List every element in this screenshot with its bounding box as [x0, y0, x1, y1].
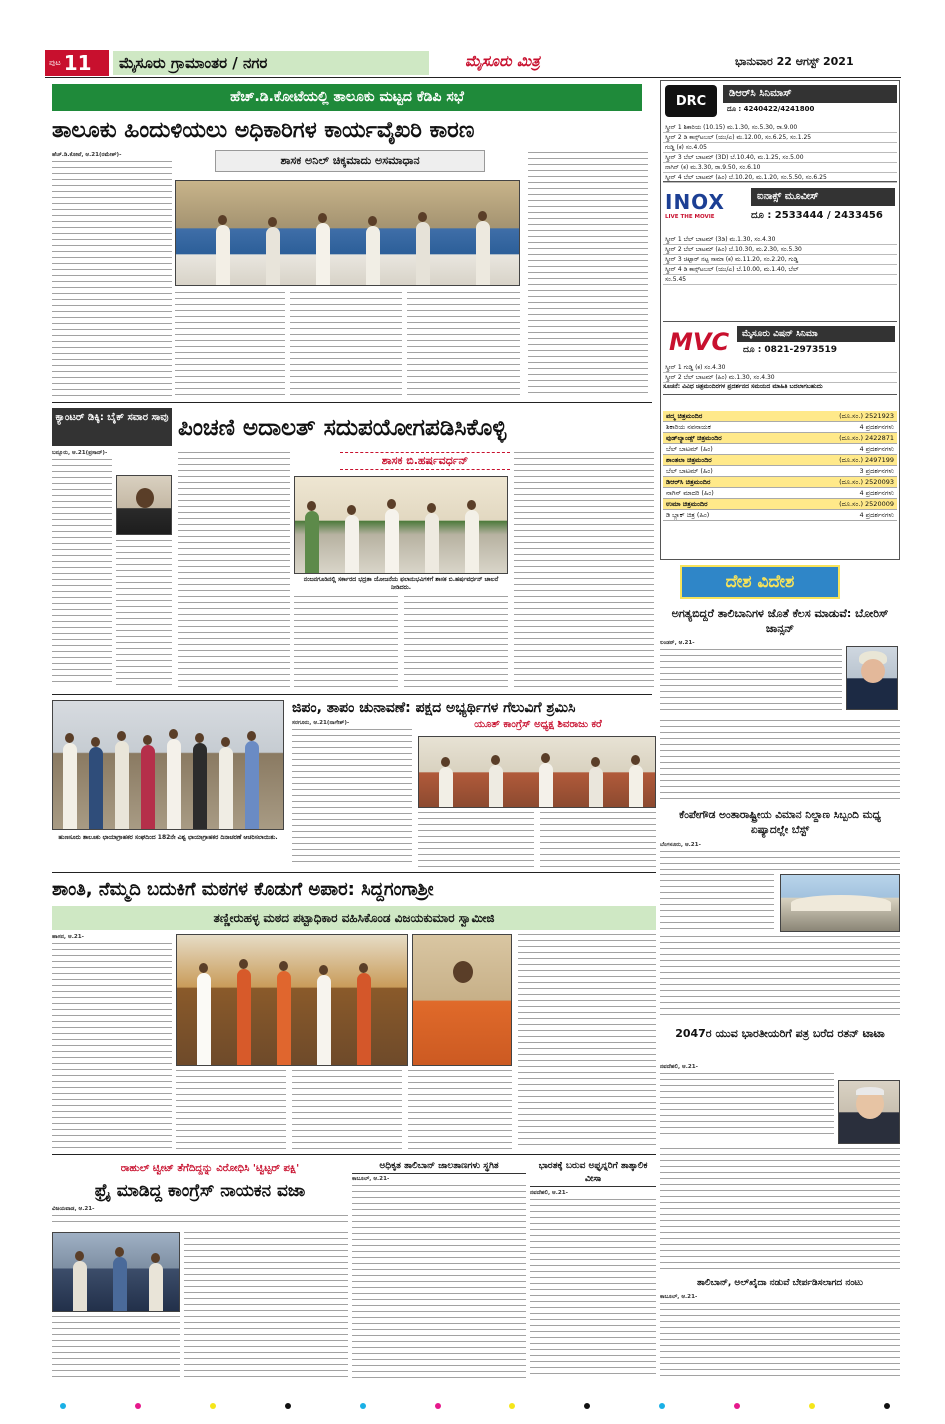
- registration-dot: [734, 1403, 740, 1409]
- theater-name: ಪದ್ಮ ಚಿತ್ರಮಂದಿರ: [666, 412, 703, 420]
- registration-dot: [60, 1403, 66, 1409]
- theater-phone: (ದೂ.ಸಂ.) 2520093: [839, 478, 894, 486]
- page-number-box: [45, 50, 109, 76]
- story-zp-col3: [540, 812, 656, 868]
- registration-dot: [809, 1403, 815, 1409]
- story-twitter-kicker: ರಾಹುಲ್ ಟ್ವೀಟ್ ತೆಗೆದಿದ್ದನ್ನು ವಿರೋಧಿಸಿ 'ಟ್ವಿಟ್ಟರ್ ಪಕ್ಷಿ': [120, 1163, 300, 1174]
- body-lines: [660, 1073, 834, 1137]
- theater-list: [663, 411, 897, 521]
- theater-name: ಡಿ ಬ್ಲಾಕ್ ಚಿತ್ರ (ಹಿಂ): [666, 511, 710, 519]
- issue-date: ಭಾನುವಾರ 22 ಆಗಸ್ಟ್ 2021: [735, 55, 854, 68]
- theater-phone: (ದೂ.ಸಂ.) 2422871: [839, 434, 894, 442]
- theater-phone: 4 ಪ್ರದರ್ಶನಗಳು: [859, 511, 894, 519]
- inox-header: [663, 181, 897, 233]
- theater-phone: 4 ಪ್ರದರ್ಶನಗಳು: [859, 423, 894, 431]
- desha-col2c: [660, 936, 900, 1020]
- desha-col3b: [660, 1148, 900, 1272]
- mvc-header: [663, 321, 897, 361]
- theater-phone: 3 ಪ್ರದರ್ಶನಗಳು: [859, 467, 894, 475]
- registration-marks: [60, 1400, 890, 1412]
- body-lines: [660, 1303, 900, 1377]
- pension-photo-caption: ನಂಜನಗೂಡಿನಲ್ಲಿ ಸರ್ಕಾರದ ಭದ್ರತಾ ಯೋಜನೆಯ ಫಲಾನುಭವಿಗಳಿಗೆ ಶಾಸಕ ಬಿ.ಹರ್ಷವರ್ಧನ್ ಚಾಲನೆ ನೀಡಿದರು.: [303, 576, 499, 591]
- story-zp-dateline: ಸರಗೂರು, ಆ.21(ನಾಗೇಶ್)-: [292, 720, 350, 726]
- theater-row: [663, 411, 897, 422]
- story-visa-kicker: ಭಾರತಕ್ಕೆ ಬರುವ ಅಫ್ಘನ್ನರಿಗೆ ತಾತ್ಕಾಲಿಕ ವೀಸಾ: [530, 1160, 656, 1187]
- theater-phone: (ದೂ.ಸಂ.) 2521923: [839, 412, 894, 420]
- registration-dot: [584, 1403, 590, 1409]
- desha-h4: ತಾಲಿಬಾನ್, ಅಲ್‌ಖೈದಾ ನಡುವೆ ಬೇರ್ಪಡಿಸಲಾಗದ ನಂಟು: [696, 1278, 864, 1288]
- page-header: [45, 50, 901, 78]
- schedule-row: ಗುಡ್ಡಿ (ಕ) ಸಂ.4.05: [663, 143, 897, 153]
- story-math-col3: [292, 1070, 402, 1150]
- theater-row: [663, 433, 897, 444]
- schedule-row: ಸ್ಕ್ರೀನ್ 2 ಬೆಲ್ ಬಾಟಮ್ (ಹಿಂ) ಬೆ.10.30, ಮ.2.30, ಸಂ.5.30: [663, 245, 897, 255]
- drc-logo: [665, 85, 717, 117]
- registration-dot: [884, 1403, 890, 1409]
- story-twitter-col3: [52, 1316, 180, 1380]
- accident-victim-photo: [116, 475, 172, 535]
- divider: [52, 694, 652, 695]
- theater-row: [663, 422, 897, 433]
- story-zp-deck: ಯೂತ್ ಕಾಂಗ್ರೆಸ್ ಅಧ್ಯಕ್ಷ ಶಿವರಾಜು ಕರೆ: [474, 719, 602, 730]
- accident-kicker: [52, 408, 172, 446]
- theater-name: ಬೆಲ್ ಬಾಟಮ್ (ಹಿಂ): [666, 467, 713, 475]
- registration-dot: [360, 1403, 366, 1409]
- story-taliban-web-kicker: ಅಧಿಕೃತ ತಾಲಿಬಾನ್ ಜಾಲತಾಣಗಳು ಸ್ಥಗಿತ: [352, 1160, 526, 1174]
- body-lines: [292, 729, 412, 867]
- mvc-logo: MVC: [669, 328, 730, 356]
- cinema-panel: [660, 80, 900, 560]
- story-kdp-col5: [528, 152, 648, 397]
- story-pension-headline: ಪಿಂಚಣಿ ಅದಾಲತ್ ಸದುಪಯೋಗಪಡಿಸಿಕೊಳ್ಳಿ: [178, 415, 507, 441]
- theater-row: [663, 466, 897, 477]
- story-kdp-kicker: ಹೆಚ್.ಡಿ.ಕೋಟೆಯಲ್ಲಿ ತಾಲೂಕು ಮಟ್ಟದ ಕೆಡಿಪಿ ಸಭೆ: [52, 84, 642, 111]
- schedule-row: ಸ್ಕ್ರೀನ್ 4 ಡಿ ಕಾನ್ಸ್‌ಟಬಲ್ (ಯು/ಎ) ಬೆ.10.00, ಮ.1.40, ಬೆಲ್: [663, 265, 897, 275]
- schedule-row: ಸ್ಕ್ರೀನ್ 2 ಬೆಲ್ ಬಾಟಮ್ (ಹಿಂ) ಮ.1.30, ಸಂ.4.30: [663, 373, 897, 383]
- story-math-col2: [176, 1070, 286, 1150]
- drc-schedule: [663, 123, 897, 183]
- pension-event-photo: [294, 476, 508, 574]
- story-kdp-col4: [407, 292, 520, 397]
- theater-phone: (ದೂ.ಸಂ.) 2520009: [839, 500, 894, 508]
- theater-row: [663, 488, 897, 499]
- theater-row: [663, 499, 897, 510]
- page-number: 11: [63, 51, 92, 75]
- body-lines: [660, 851, 900, 871]
- story-visa-col: [530, 1190, 656, 1380]
- inox-tagline: LIVE THE MOVIE: [665, 214, 715, 220]
- desha-col2b: [660, 874, 774, 932]
- drc-header: [663, 83, 897, 121]
- mvc-name: ಮೈಸೂರು ವಿಷನ್ ಸಿನಿಮಾ: [737, 326, 895, 342]
- story-twitter-col1: [52, 1206, 348, 1226]
- story-math-col1: [52, 934, 172, 1150]
- desha-col3: [660, 1064, 834, 1138]
- theater-row: [663, 510, 897, 521]
- registration-dot: [285, 1403, 291, 1409]
- accident-kicker-text: ಕ್ಯಾಂಟರ್ ಡಿಕ್ಕಿ: ಬೈಕ್ ಸವಾರ ಸಾವು: [55, 412, 169, 423]
- story-math-deck: ತಣ್ಣೀರುಹಳ್ಳ ಮಠದ ಪಟ್ಟಾಧಿಕಾರ ವಹಿಸಿಕೊಂಡ ವಿಜಯಕುಮಾರ ಸ್ವಾಮೀಜಿ: [52, 906, 656, 930]
- schedule-row: ಸ್ಕ್ರೀನ್ 1 ಗುಡ್ಡಿ (ಕ) ಸಂ.4.30: [663, 363, 897, 373]
- story-zp-col1: [292, 720, 412, 868]
- boris-johnson-photo: [846, 646, 898, 710]
- desha-banner-text: ದೇಶ ವಿದೇಶ: [725, 572, 795, 592]
- photographers-day-caption: ಹುಣಸೂರು ತಾಲೂಕು ಛಾಯಾಗ್ರಾಹಕರ ಸಂಘದಿಂದ 182ನೇ ವಿಶ್ವ ಛಾಯಾಗ್ರಾಹಕರ ದಿನಾಚರಣೆ ಆಚರಿಸಲಾಯಿತು.: [58, 834, 278, 841]
- section-title: ಮೈಸೂರು ಗ್ರಾಮಾಂತರ / ನಗರ: [113, 51, 429, 75]
- story-kdp-dateline: ಹೆಚ್.ಡಿ.ಕೋಟೆ, ಆ.21(ರಮೇಶ್)-: [52, 152, 122, 158]
- theater-phone: 4 ಪ್ರದರ್ಶನಗಳು: [859, 445, 894, 453]
- story-zp-col2: [418, 812, 534, 868]
- inox-schedule: [663, 235, 897, 285]
- theater-name: ವುಡ್‌ಲ್ಯಾಂಡ್ಸ್ ಚಿತ್ರಮಂದಿರ: [666, 434, 722, 442]
- body-lines: [52, 1215, 348, 1226]
- story-pension-col5: [514, 452, 654, 690]
- desha-col4: [660, 1294, 900, 1378]
- story-twitter-dateline: ವಿಜಯವಾಡ, ಆ.21-: [52, 1206, 95, 1212]
- page-label: ಪುಟ: [49, 58, 61, 67]
- theater-name: ಉಮಾ ಚಿತ್ರಮಂದಿರ: [666, 500, 708, 508]
- divider: [52, 872, 656, 873]
- theater-name: ಡಿಆರ್‌ಸಿ ಚಿತ್ರಮಂದಿರ: [666, 478, 711, 486]
- schedule-row: ಸ್ಕ್ರೀನ್ 3 ಚಿಟ್ಟಾರ್ ನಟ್ಟ ಸಾಮಾ (ಕ) ಮ.11.20, ಸಂ.2.20, ಗುಡ್ಡಿ: [663, 255, 897, 265]
- story-pension-col1: [178, 452, 290, 690]
- story-visa-dateline: ನವದೆಹಲಿ, ಆ.21-: [530, 1190, 568, 1196]
- body-lines: [52, 161, 172, 399]
- registration-dot: [210, 1403, 216, 1409]
- desha-col1b: [660, 720, 900, 804]
- cinema-note: ಸೂಚನೆ: ವಿವಿಧ ಚಿತ್ರಮಂದಿರಗಳ ಪ್ರದರ್ಶನದ ಸಮಯದ ಮಾಹಿತಿ ಬದಲಾಗಬಹುದು: [663, 383, 897, 395]
- paper-name: ಮೈಸೂರು ಮಿತ್ರ: [465, 52, 540, 70]
- story-kdp-col3: [290, 292, 402, 397]
- story-math-headline: ಶಾಂತಿ, ನೆಮ್ಮದಿ ಬದುಕಿಗೆ ಮಠಗಳ ಕೊಡುಗೆ ಅಪಾರ: ಸಿದ್ದಗಂಗಾಶ್ರೀ: [52, 879, 434, 900]
- schedule-row: ನಾಗಿನ್ (ಕ) ಮ.3.30, ರಾ.9.50, ಸಂ.6.10: [663, 163, 897, 173]
- theater-row: [663, 444, 897, 455]
- body-lines: [352, 1185, 526, 1379]
- drc-name: ಡಿಆರ್‌ಸಿ ಸಿನಿಮಾಸ್: [723, 85, 897, 103]
- story-kdp-col1: [52, 152, 172, 399]
- theater-row: [663, 455, 897, 466]
- body-lines: [660, 649, 842, 715]
- story-math-dateline: ಹಾಸನ, ಆ.21-: [52, 934, 84, 940]
- story-twitter-headline: ಫ್ರೈ ಮಾಡಿದ್ದ ಕಾಂಗ್ರೆಸ್ ನಾಯಕನ ವಜಾ: [94, 1181, 306, 1201]
- inox-logo: [665, 190, 745, 220]
- body-lines: [52, 943, 172, 1149]
- registration-dot: [509, 1403, 515, 1409]
- desha-col2: [660, 842, 900, 872]
- story-zp-headline: ಜಿಪಂ, ತಾಪಂ ಚುನಾವಣೆ: ಪಕ್ಷದ ಅಭ್ಯರ್ಥಿಗಳ ಗೆಲುವಿಗೆ ಶ್ರಮಿಸಿ: [292, 700, 576, 716]
- photographers-day-photo: [52, 700, 284, 830]
- theater-phone: 4 ಪ್ರದರ್ಶನಗಳು: [859, 489, 894, 497]
- drc-phone: ದೂ : 4240422/4241800: [727, 105, 815, 113]
- desha-banner: [680, 565, 840, 599]
- schedule-row: ಸ್ಕ್ರೀನ್ 2 ಡಿ ಕಾನ್ಸ್‌ಟಬಲ್ (ಯು/ಎ) ಮ.12.00, ಸಂ.6.25, ಸಂ.1.25: [663, 133, 897, 143]
- schedule-row: ಸ್ಕ್ರೀನ್ 4 ಬೆಲ್ ಬಾಟಮ್ (ಹಿಂ) ಬೆ.10.20, ಮ.1.20, ಸಂ.5.50, ಸಂ.6.25: [663, 173, 897, 183]
- desha-d4: ಕಾಬೂಲ್, ಆ.21-: [660, 1294, 698, 1300]
- story-kdp-col2: [175, 292, 285, 397]
- desha-h1: ಅಗತ್ಯಬಿದ್ದರೆ ತಾಲಿಬಾನಿಗಳ ಜೊತೆ ಕೆಲಸ ಮಾಡುವೆ: ಬೋರಿಸ್ ಜಾನ್ಸನ್: [671, 607, 889, 635]
- desha-h3: 2047ರ ಯುವ ಭಾರತೀಯರಿಗೆ ಪತ್ರ ಬರೆದ ರತನ್ ಟಾಟಾ: [675, 1027, 885, 1040]
- story-math-col5: [518, 934, 656, 1150]
- story-pension-deck: ಶಾಸಕ ಬಿ.ಹರ್ಷವರ್ಧನ್: [340, 452, 510, 470]
- header-rule: [45, 77, 901, 78]
- story-twitter-col2: [184, 1232, 348, 1380]
- accident-dateline: ಬನ್ನೂರು, ಆ.21(ಪ್ರಸಾದ್)-: [52, 450, 108, 456]
- theater-name: ಶಿಕಾರಿಯ ನವನಾಯಕ: [666, 423, 711, 431]
- story-kdp-deck: ಶಾಸಕ ಅನಿಲ್ ಚಿಕ್ಕಮಾದು ಅಸಮಾಧಾನ: [215, 150, 485, 172]
- schedule-row: ಸಂ.5.45: [663, 275, 897, 285]
- mvc-schedule: [663, 363, 897, 383]
- divider: [52, 402, 652, 403]
- accident-col2: [116, 540, 172, 690]
- math-swamiji-photo: [412, 934, 512, 1066]
- theater-row: [663, 477, 897, 488]
- schedule-row: ಸ್ಕ್ರೀನ್ 1 ಬೆಲ್ ಬಾಟಮ್ (3ಡಿ) ಮ.1.30, ಸಂ.4.30: [663, 235, 897, 245]
- theater-name: ಶಾಂತಲಾ ಚಿತ್ರಮಂದಿರ: [666, 456, 712, 464]
- inox-phone: ದೂ : 2533444 / 2433456: [751, 210, 883, 221]
- registration-dot: [659, 1403, 665, 1409]
- desha-col1: [660, 640, 842, 716]
- body-lines: [530, 1199, 656, 1379]
- story-pension-col3: [294, 596, 398, 690]
- registration-dot: [435, 1403, 441, 1409]
- twitter-protest-photo: [52, 1232, 180, 1312]
- body-lines: [52, 459, 112, 687]
- story-kdp-headline: ತಾಲೂಕು ಹಿಂದುಳಿಯಲು ಅಧಿಕಾರಿಗಳ ಕಾರ್ಯವೈಖರಿ ಕಾರಣ: [52, 118, 475, 143]
- desha-d2: ಬೆಂಗಳೂರು, ಆ.21-: [660, 842, 701, 848]
- accident-col: [52, 450, 112, 690]
- kdp-meeting-photo: [175, 180, 520, 286]
- story-pension-col4: [404, 596, 508, 690]
- story-math-col4: [408, 1070, 512, 1150]
- theater-phone: (ದೂ.ಸಂ.) 2497199: [839, 456, 894, 464]
- divider: [52, 1154, 656, 1155]
- zp-meeting-photo: [418, 736, 656, 808]
- mvc-phone: ದೂ : 0821-2973519: [743, 345, 838, 355]
- desha-h2: ಕೆಂಪೇಗೌಡ ಅಂತಾರಾಷ್ಟ್ರೀಯ ವಿಮಾನ ನಿಲ್ದಾಣ ಸಿಬ್ಬಂದಿ ಮಧ್ಯ ಏಷ್ಯಾದಲ್ಲೇ ಬೆಸ್ಟ್: [679, 809, 881, 836]
- schedule-row: ಸ್ಕ್ರೀನ್ 3 ಬೆಲ್ ಬಾಟಮ್ (3D) ಬೆ.10.40, ಮ.1.25, ಸಂ.5.00: [663, 153, 897, 163]
- inox-name: ಐನಾಕ್ಸ್ ಮೂವೀಸ್: [751, 188, 895, 206]
- theater-name: ಬೆಲ್ ಬಾಟಮ್ (ಹಿಂ): [666, 445, 713, 453]
- theater-name: ನಾಗಿನ್ ಮಾದರಿ (ಹಿಂ): [666, 489, 714, 497]
- desha-d3: ನವದೆಹಲಿ, ಆ.21-: [660, 1064, 698, 1070]
- inox-logo-text: INOX: [665, 190, 725, 214]
- ratan-tata-photo: [838, 1080, 900, 1144]
- schedule-row: ಸ್ಕ್ರೀನ್ 1 ಶಿಕಾರಿಯ (10.15) ಮ.1.30, ಸಂ.5.30, ರಾ.9.00: [663, 123, 897, 133]
- registration-dot: [135, 1403, 141, 1409]
- story-taliban-web-dateline: ಕಾಬೂಲ್, ಆ.21-: [352, 1176, 390, 1182]
- airport-photo: [780, 874, 900, 932]
- story-taliban-web-col: [352, 1176, 526, 1380]
- desha-d1: ಲಂಡನ್, ಆ.21-: [660, 640, 695, 646]
- math-ceremony-photo: [176, 934, 408, 1066]
- drc-logo-text: DRC: [675, 93, 707, 109]
